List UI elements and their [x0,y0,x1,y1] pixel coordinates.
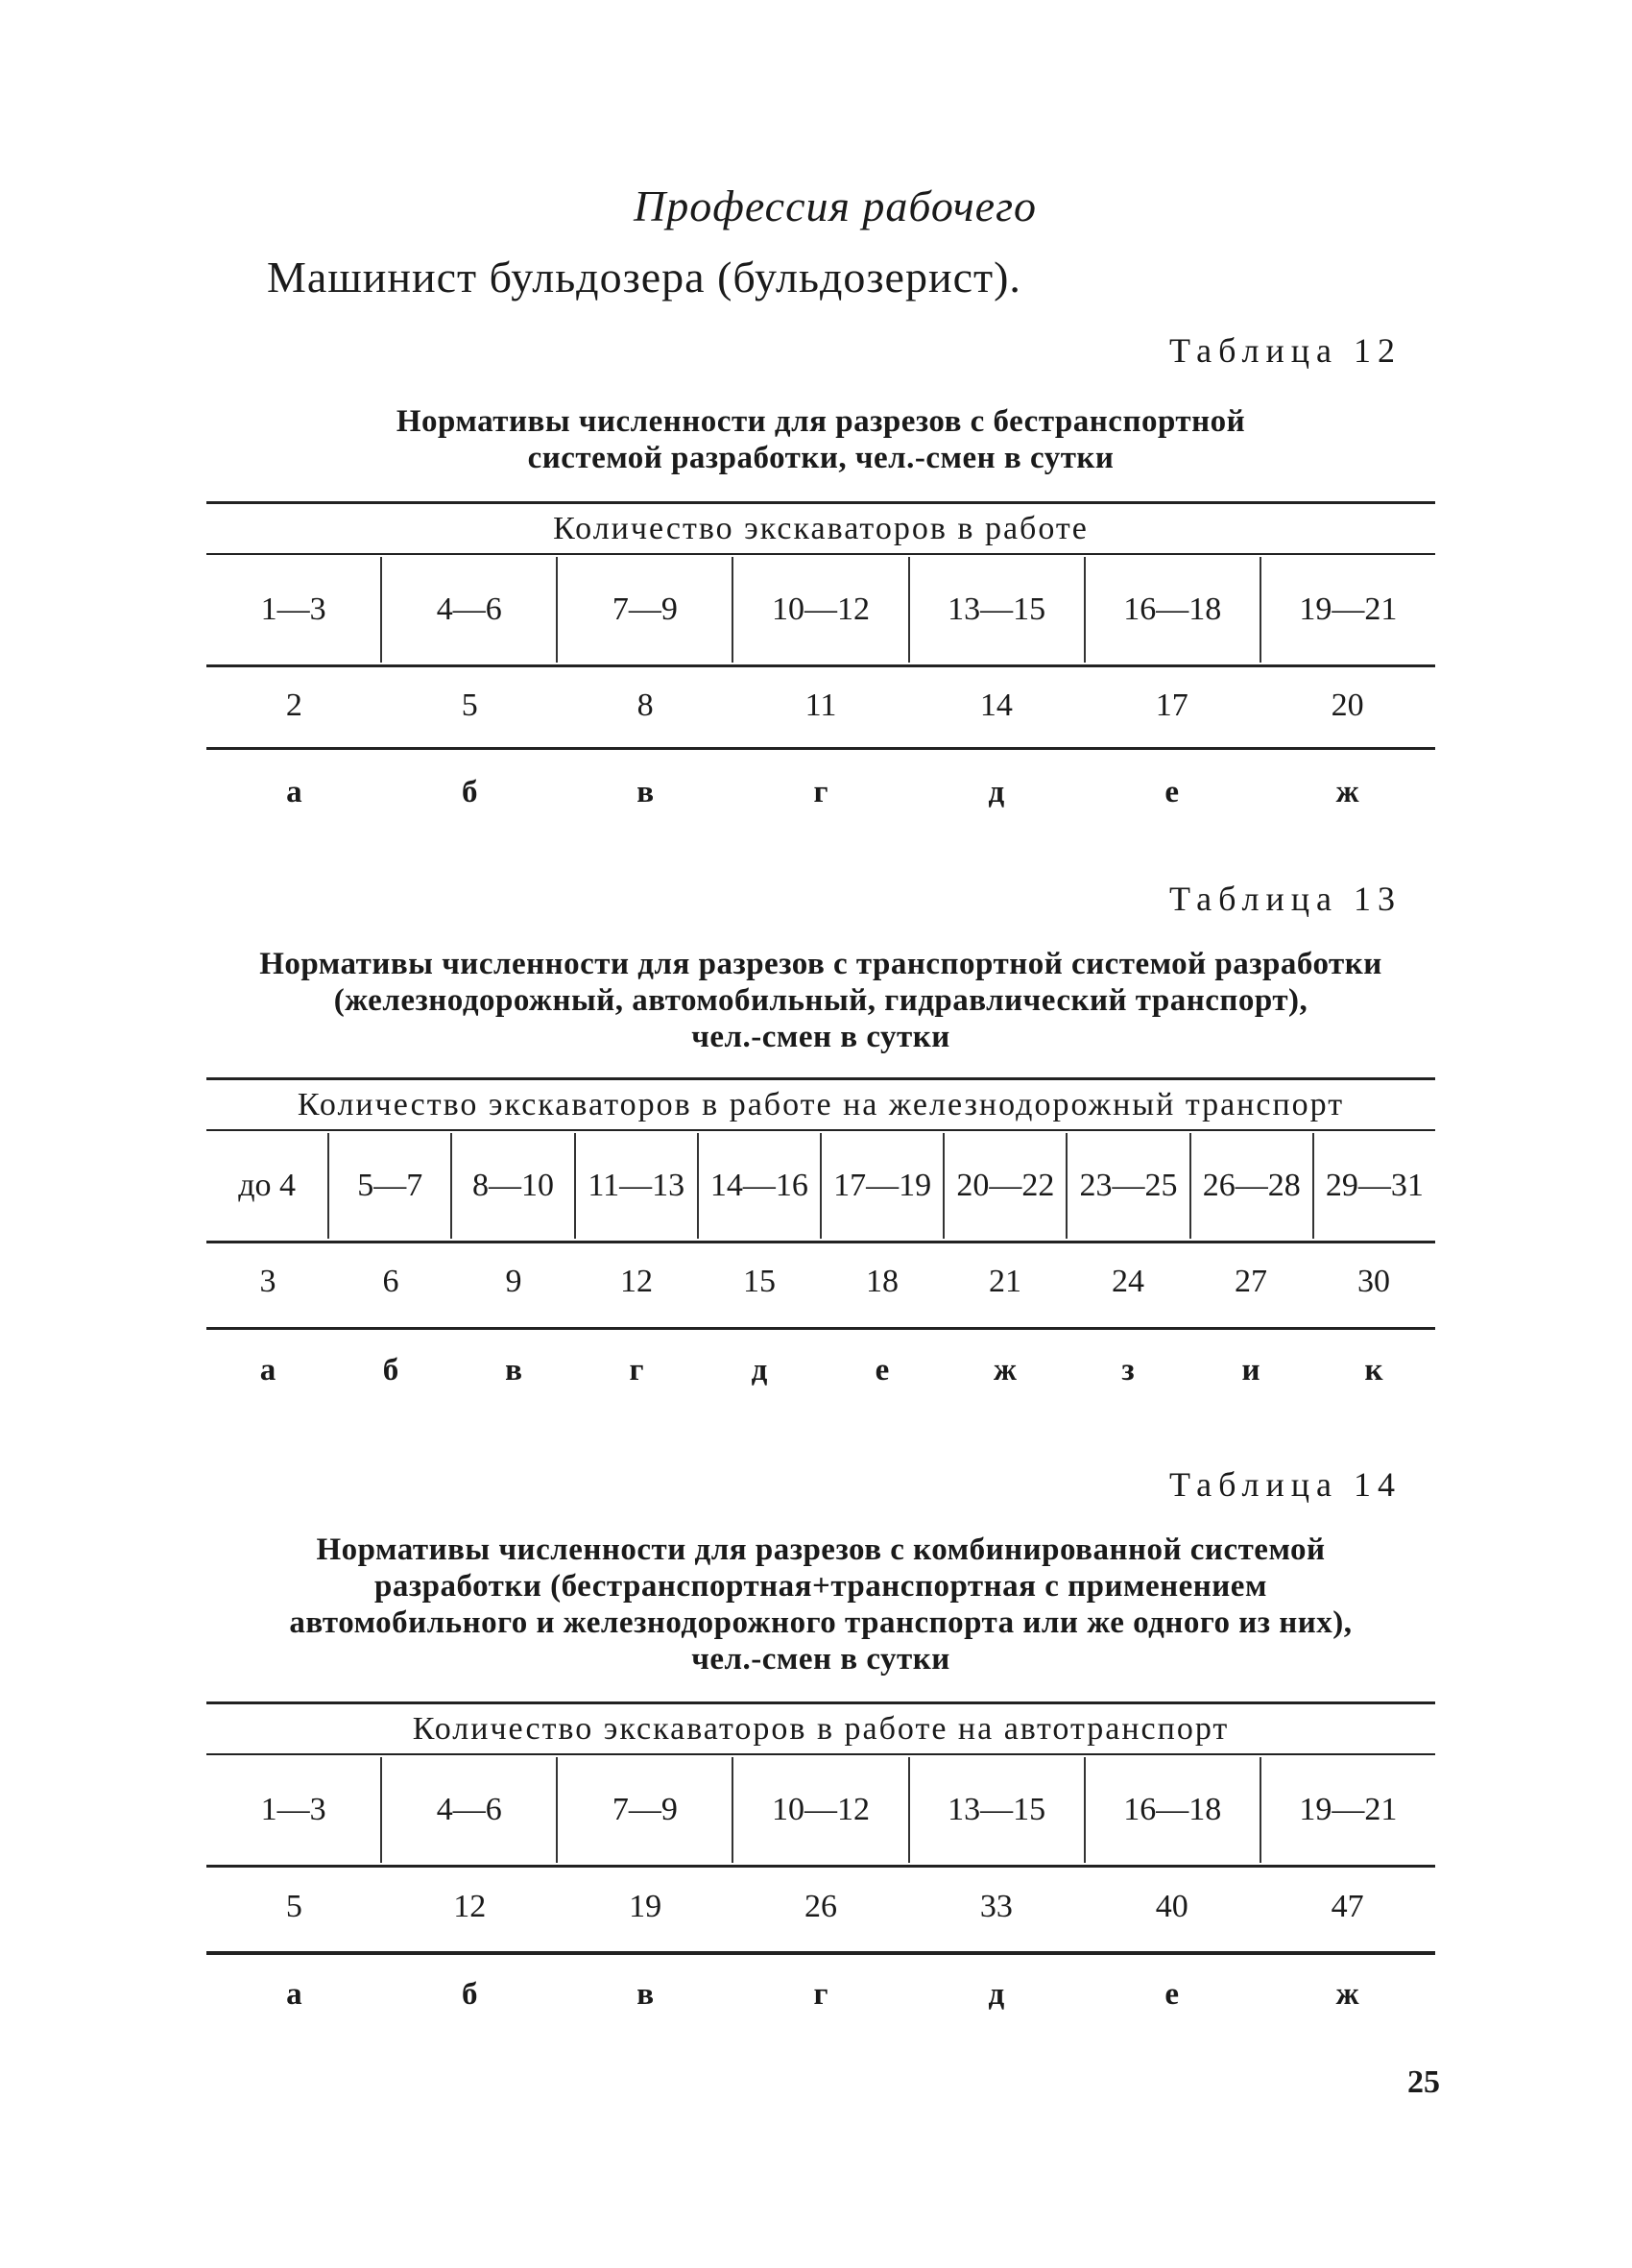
value-cell: 11 [804,688,837,723]
values-row [206,1872,1435,1942]
rule [206,664,1435,667]
range-cell: 23—25 [1066,1133,1188,1239]
table-header: Количество экскаваторов в работе на автотранспорт [412,1711,1230,1747]
range-cell: до 4 [238,1168,296,1203]
code-cell: б [462,774,478,809]
values-row [206,672,1435,739]
page-number: 25 [1407,2064,1440,2100]
rule [206,747,1435,750]
range-cell: 26—28 [1189,1133,1312,1239]
value-cell: 14 [979,688,1013,723]
code-cell: ж [1335,1976,1359,2012]
range-cell: 8—10 [450,1133,573,1239]
value-cell: 47 [1331,1889,1364,1924]
range-cell: 20—22 [943,1133,1066,1239]
range-cell: 14—16 [697,1133,820,1239]
range-cell: 10—12 [732,557,907,663]
caption-line: автомобильного и железнодорожного транспорта или же одного из них), [289,1605,1353,1640]
value-cell: 5 [461,688,478,723]
codes-row [206,1961,1435,2028]
value-cell: 18 [866,1264,899,1299]
caption-line: (железнодорожный, автомобильный, гидравлический транспорт), [333,983,1308,1018]
range-cell: 17—19 [820,1133,943,1239]
value-cell: 40 [1155,1889,1188,1924]
caption-line: разработки (бестранспортная+транспортная с применением [374,1569,1267,1604]
range-cell: 19—21 [1260,1757,1435,1863]
rule [206,1753,1435,1755]
range-cell: 19—21 [1260,557,1435,663]
value-cell: 15 [743,1264,776,1299]
code-cell: ж [994,1352,1017,1387]
value-cell: 8 [636,688,654,723]
worker-title: Машинист бульдозера (бульдозерист). [267,253,1021,302]
caption-line: Нормативы численности для разрезов с бестранспортной [396,404,1246,439]
range-cell: 4—6 [380,557,556,663]
value-cell: 3 [259,1264,276,1299]
code-cell: а [259,1352,276,1387]
code-cell: а [286,774,302,809]
code-cell: д [988,774,1005,809]
code-cell: б [462,1976,478,2012]
rule [206,1865,1435,1868]
caption-line: чел.-смен в сутки [691,1642,950,1677]
rule [206,1327,1435,1330]
range-cell: 11—13 [574,1133,697,1239]
code-cell: и [1241,1352,1260,1387]
rule [206,1241,1435,1243]
code-cell: г [813,774,828,809]
code-cell: е [875,1352,890,1387]
table-header: Количество экскаваторов в работе [553,511,1089,546]
codes-row [206,1337,1435,1404]
value-cell: 27 [1235,1264,1267,1299]
code-cell: е [1164,774,1180,809]
range-cell: 10—12 [732,1757,907,1863]
code-cell: в [636,1976,655,2012]
range-cell: 1—3 [260,591,326,627]
caption-line: Нормативы численности для разрезов с транспортной системой разработки [259,947,1382,981]
table-12-label: Таблица 12 [1169,331,1402,370]
code-cell: а [286,1976,302,2012]
value-cell: 12 [453,1889,487,1924]
value-cell: 2 [285,688,302,723]
caption-line: чел.-смен в сутки [691,1020,950,1054]
table-13-caption [202,946,1440,1055]
code-cell: в [636,774,655,809]
range-cell: 7—9 [556,1757,732,1863]
ranges-row [206,1133,1435,1239]
ranges-row [206,1757,1435,1863]
value-cell: 33 [979,1889,1013,1924]
code-cell: д [988,1976,1005,2012]
code-cell: д [751,1352,768,1387]
code-cell: к [1364,1352,1383,1387]
range-cell: 16—18 [1084,557,1260,663]
rule [206,553,1435,555]
code-cell: г [629,1352,644,1387]
table-12 [206,499,1435,835]
value-cell: 24 [1112,1264,1144,1299]
rule [206,1129,1435,1131]
table-13-label: Таблица 13 [1169,880,1402,918]
ranges-row [206,557,1435,663]
rule [206,501,1435,504]
value-cell: 9 [505,1264,522,1299]
rule [206,1701,1435,1704]
code-cell: е [1164,1976,1180,2012]
range-cell: 1—3 [260,1792,326,1827]
profession-label: Профессия рабочего [633,181,1038,230]
value-cell: 5 [285,1889,302,1924]
code-cell: в [505,1352,522,1387]
rule [206,1077,1435,1080]
range-cell: 5—7 [327,1133,450,1239]
value-cell: 12 [620,1264,653,1299]
range-cell: 13—15 [908,557,1084,663]
code-cell: б [382,1352,399,1387]
values-row [206,1248,1435,1315]
range-cell: 16—18 [1084,1757,1260,1863]
value-cell: 6 [382,1264,399,1299]
range-cell: 29—31 [1312,1133,1435,1239]
value-cell: 19 [629,1889,662,1924]
code-cell: г [813,1976,828,2012]
table-12-caption [202,403,1440,476]
codes-row [206,759,1435,826]
caption-line: системой разработки, чел.-смен в сутки [527,441,1115,475]
range-cell: 4—6 [380,1757,556,1863]
table-header: Количество экскаваторов в работе на железнодорожный транспорт [297,1087,1345,1122]
value-cell: 26 [804,1889,837,1924]
value-cell: 20 [1331,688,1364,723]
value-cell: 21 [989,1264,1021,1299]
value-cell: 17 [1155,688,1188,723]
rule [206,1951,1435,1955]
range-cell: 7—9 [556,557,732,663]
table-14-caption [202,1532,1440,1677]
table-13 [206,1075,1435,1421]
caption-line: Нормативы численности для разрезов с комбинированной системой [316,1532,1326,1567]
code-cell: ж [1335,774,1359,809]
table-14 [206,1700,1435,2036]
value-cell: 30 [1357,1264,1390,1299]
range-cell: 13—15 [908,1757,1084,1863]
code-cell: з [1121,1352,1135,1387]
table-14-label: Таблица 14 [1169,1465,1402,1504]
